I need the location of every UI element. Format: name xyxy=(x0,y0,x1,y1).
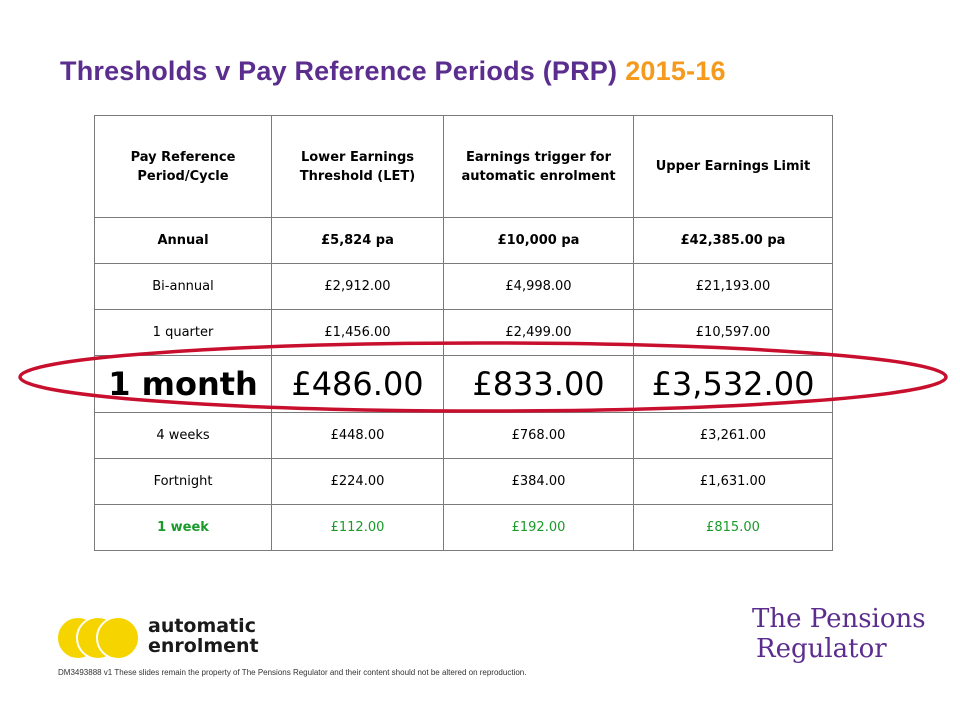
cell-let: £112.00 xyxy=(272,505,444,551)
automatic-enrolment-wordmark xyxy=(148,616,259,656)
title-main: Thresholds v Pay Reference Periods (PRP) xyxy=(60,56,618,86)
cell-period: 1 month xyxy=(95,356,272,413)
table-row xyxy=(95,264,833,310)
cell-period: 4 weeks xyxy=(95,413,272,459)
cell-trigger: £2,499.00 xyxy=(444,310,634,356)
cell-period: 1 week xyxy=(95,505,272,551)
cell-trigger: £384.00 xyxy=(444,459,634,505)
cell-trigger: £10,000 pa xyxy=(444,218,634,264)
cell-period: Bi-annual xyxy=(95,264,272,310)
cell-uel: £3,261.00 xyxy=(634,413,833,459)
table-header-row xyxy=(95,116,833,218)
pensions-regulator-logo xyxy=(752,604,926,664)
cell-trigger: £4,998.00 xyxy=(444,264,634,310)
thresholds-table xyxy=(94,115,833,551)
tpr-line1: The Pensions xyxy=(752,604,926,634)
cell-period: Annual xyxy=(95,218,272,264)
cell-period: 1 quarter xyxy=(95,310,272,356)
title-year: 2015-16 xyxy=(625,56,726,86)
cell-let: £448.00 xyxy=(272,413,444,459)
header-pay-reference-period: Pay Reference Period/Cycle xyxy=(95,116,272,218)
cell-let: £224.00 xyxy=(272,459,444,505)
automatic-enrolment-logo xyxy=(56,614,259,664)
ae-line1: automatic xyxy=(148,615,256,637)
cell-trigger: £768.00 xyxy=(444,413,634,459)
table-row xyxy=(95,459,833,505)
table-row xyxy=(95,310,833,356)
header-lower-earnings-threshold: Lower Earnings Threshold (LET) xyxy=(272,116,444,218)
cell-period: Fortnight xyxy=(95,459,272,505)
header-earnings-trigger: Earnings trigger for automatic enrolment xyxy=(444,116,634,218)
cell-uel: £1,631.00 xyxy=(634,459,833,505)
cell-uel: £42,385.00 pa xyxy=(634,218,833,264)
cell-let: £486.00 xyxy=(272,356,444,413)
ae-line2: enrolment xyxy=(148,635,259,657)
cell-let: £1,456.00 xyxy=(272,310,444,356)
cell-trigger: £192.00 xyxy=(444,505,634,551)
cell-let: £5,824 pa xyxy=(272,218,444,264)
cell-uel: £815.00 xyxy=(634,505,833,551)
cell-let: £2,912.00 xyxy=(272,264,444,310)
cell-uel: £10,597.00 xyxy=(634,310,833,356)
tpr-line2: Regulator xyxy=(756,634,887,664)
cell-trigger: £833.00 xyxy=(444,356,634,413)
table-row xyxy=(95,413,833,459)
table-row xyxy=(95,218,833,264)
header-upper-earnings-limit: Upper Earnings Limit xyxy=(634,116,833,218)
disclaimer-footer: DM3493888 v1 These slides remain the property of The Pensions Regulator and their content should not be altered on reproduction. xyxy=(58,668,527,677)
table-row-highlighted xyxy=(95,356,833,413)
table-row xyxy=(95,505,833,551)
cell-uel: £21,193.00 xyxy=(634,264,833,310)
page-title xyxy=(60,56,726,87)
logo-coin-icon xyxy=(96,616,140,660)
cell-uel: £3,532.00 xyxy=(634,356,833,413)
